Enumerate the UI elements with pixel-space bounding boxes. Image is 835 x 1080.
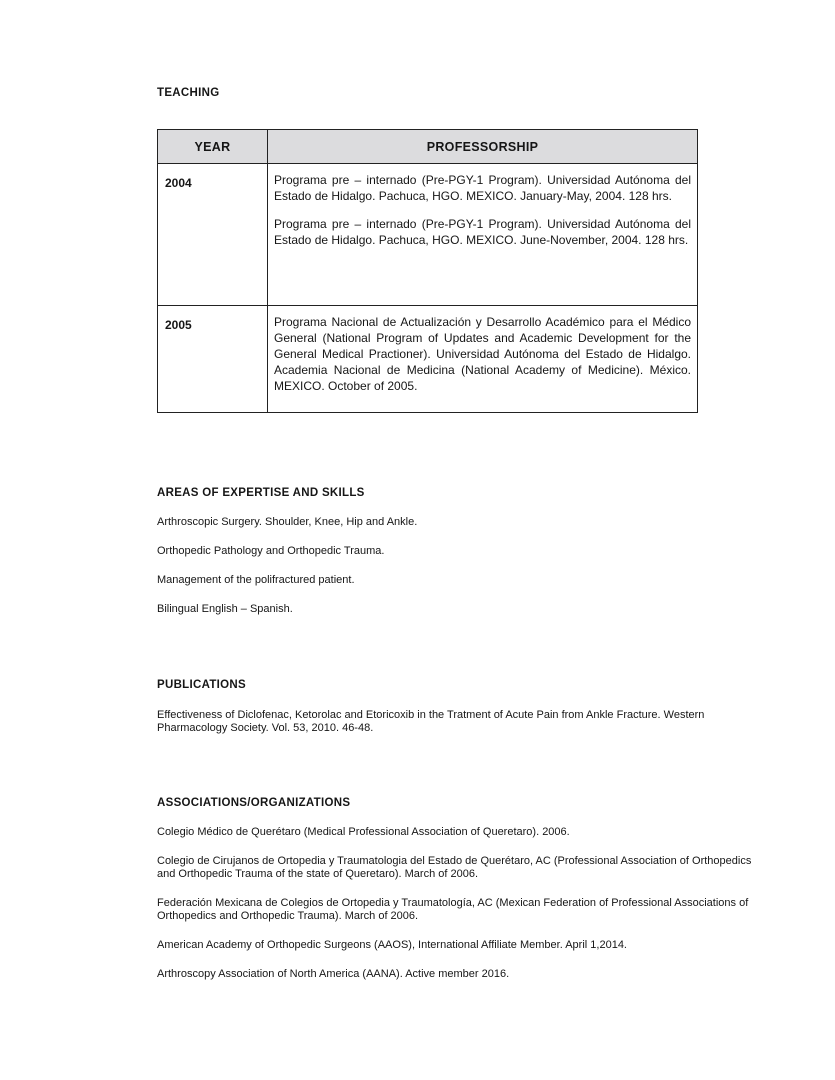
associations-list — [157, 826, 757, 981]
list-item: Management of the polifractured patient. — [157, 574, 355, 586]
professorship-cell — [268, 306, 698, 413]
professorship-entry: Programa Nacional de Actualización y Desarrollo Académico para el Médico General (National Program of Updates and Academic Development for the General Medical Practioner). Universidad Autónoma del Estado de Hidalgo. Academia Nacional de Medicina (National Academy of Medicine). México. MEXICO. October of 2005. — [274, 315, 691, 393]
teaching-table — [157, 129, 698, 413]
list-item: Orthopedic Pathology and Orthopedic Trauma. — [157, 545, 385, 557]
list-item: Effectiveness of Diclofenac, Ketorolac and Etoricoxib in the Tratment of Acute Pain from Ankle Fracture. Western Pharmacology Society. Vol. 53, 2010. 46-48. — [157, 709, 705, 734]
list-item: Colegio de Cirujanos de Ortopedia y Traumatologia del Estado de Querétaro, AC (Professional Association of Orthopedics and Orthopedic Trauma of the state of Queretaro). March of 2006. — [157, 855, 752, 880]
list-item: Federación Mexicana de Colegios de Ortopedia y Traumatología, AC (Mexican Federation of Professional Associations of Orthopedics and Orthopedic Trauma). March of 2006. — [157, 897, 749, 922]
associations-heading: ASSOCIATIONS/ORGANIZATIONS — [157, 797, 351, 809]
teaching-heading: TEACHING — [157, 87, 220, 99]
year-column-header: YEAR — [158, 130, 268, 164]
professorship-entry: Programa pre – internado (Pre-PGY-1 Program). Universidad Autónoma del Estado de Hidalgo. Pachuca, HGO. MEXICO. June-November, 2004. 128 hrs. — [274, 217, 691, 247]
table-row — [158, 306, 698, 413]
publications-heading: PUBLICATIONS — [157, 679, 246, 691]
list-item: Colegio Médico de Querétaro (Medical Professional Association of Queretaro). 2006. — [157, 826, 570, 838]
year-cell: 2004 — [158, 164, 268, 306]
professorship-entry: Programa pre – internado (Pre-PGY-1 Program). Universidad Autónoma del Estado de Hidalgo. Pachuca, HGO. MEXICO. January-May, 2004. 128 hrs. — [274, 173, 691, 203]
expertise-list — [157, 516, 417, 616]
table-row — [158, 164, 698, 306]
teaching-table-header-row — [158, 130, 698, 164]
professorship-cell — [268, 164, 698, 306]
publications-list — [157, 709, 747, 735]
expertise-heading: AREAS OF EXPERTISE AND SKILLS — [157, 487, 365, 499]
list-item: Arthroscopic Surgery. Shoulder, Knee, Hip and Ankle. — [157, 516, 418, 528]
list-item: American Academy of Orthopedic Surgeons (AAOS), International Affiliate Member. April 1,2014. — [157, 939, 627, 951]
list-item: Arthroscopy Association of North America (AANA). Active member 2016. — [157, 968, 510, 980]
year-cell: 2005 — [158, 306, 268, 413]
professorship-column-header: PROFESSORSHIP — [268, 130, 698, 164]
list-item: Bilingual English – Spanish. — [157, 603, 293, 615]
